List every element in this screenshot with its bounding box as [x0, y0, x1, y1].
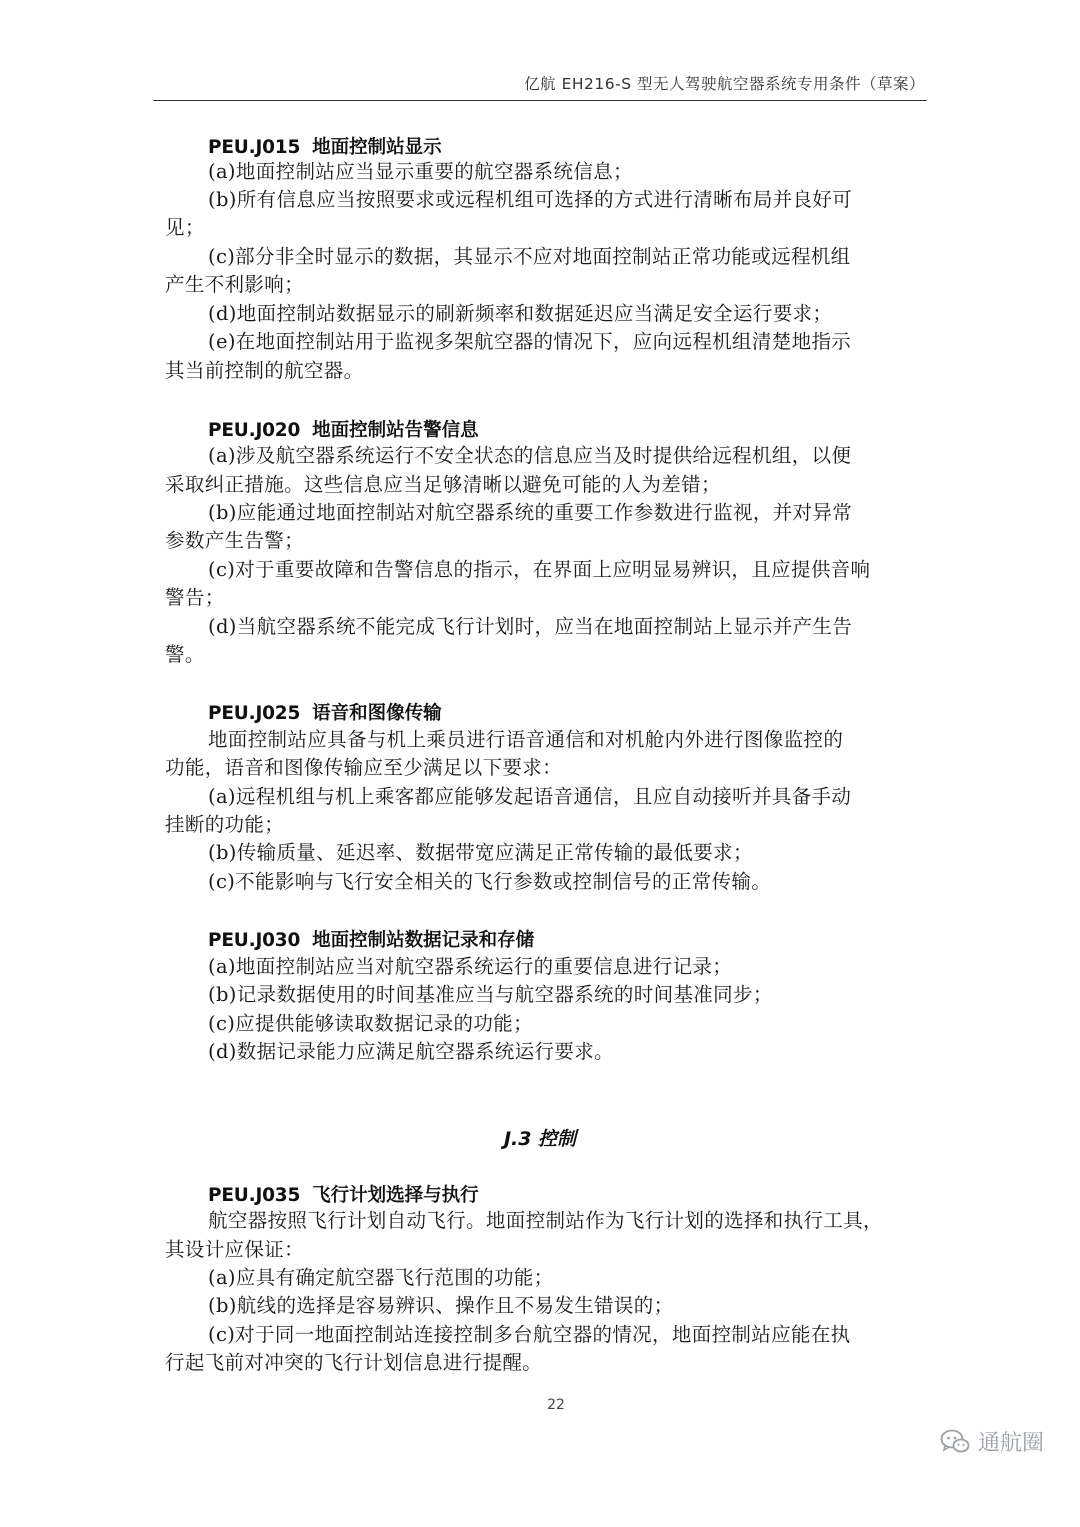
paragraph-line: (b)应能通过地面控制站对航空器系统的重要工作参数进行监视，并对异常 — [208, 501, 853, 524]
paragraph-line: 警告； — [165, 586, 225, 609]
paragraph-line: (c)对于重要故障和告警信息的指示，在界面上应明显易辨识，且应提供音响 — [208, 558, 871, 581]
paragraph-line: (d)当航空器系统不能完成飞行计划时，应当在地面控制站上显示并产生告 — [208, 615, 853, 638]
paragraph-line: 产生不利影响； — [165, 273, 304, 296]
paragraph-line: (a)远程机组与机上乘客都应能够发起语音通信，且应自动接听并具备手动 — [208, 785, 852, 808]
section-name: 地面控制站显示 — [312, 137, 442, 158]
paragraph-line: 参数产生告警； — [165, 529, 304, 552]
paragraph-line: (d)数据记录能力应满足航空器系统运行要求。 — [208, 1040, 614, 1063]
paragraph-line: (d)地面控制站数据显示的刷新频率和数据延迟应当满足安全运行要求； — [208, 302, 833, 325]
section-name: 地面控制站告警信息 — [312, 420, 479, 441]
section-code: PEU.J020 — [208, 420, 301, 441]
watermark-text: 通航圈 — [977, 1431, 1044, 1456]
paragraph-line: 行起飞前对冲突的飞行计划信息进行提醒。 — [165, 1351, 543, 1374]
section-code: PEU.J030 — [208, 930, 301, 951]
section-name: 飞行计划选择与执行 — [312, 1185, 479, 1206]
paragraph-line: 功能，语音和图像传输应至少满足以下要求： — [165, 756, 563, 779]
section-title-peu-j030 — [208, 926, 534, 952]
section-code: PEU.J025 — [208, 703, 301, 724]
section-title-peu-j035 — [208, 1181, 479, 1207]
page-number: 22 — [547, 1397, 565, 1413]
paragraph-line: 地面控制站应具备与机上乘员进行语音通信和对机舱内外进行图像监控的 — [208, 728, 844, 751]
paragraph-line: (e)在地面控制站用于监视多架航空器的情况下，应向远程机组清楚地指示 — [208, 330, 852, 353]
paragraph-line: (a)应具有确定航空器飞行范围的功能； — [208, 1266, 554, 1289]
paragraph-line: (b)记录数据使用的时间基准应当与航空器系统的时间基准同步； — [208, 983, 773, 1006]
paragraph-line: 航空器按照飞行计划自动飞行。地面控制站作为飞行计划的选择和执行工具， — [208, 1209, 883, 1232]
paragraph-line: (c)对于同一地面控制站连接控制多台航空器的情况，地面控制站应能在执 — [208, 1323, 851, 1346]
paragraph-line: (b)所有信息应当按照要求或远程机组可选择的方式进行清晰布局并良好可 — [208, 188, 853, 211]
section-title-peu-j025 — [208, 699, 442, 725]
section-code: PEU.J035 — [208, 1185, 301, 1206]
paragraph-line: (c)部分非全时显示的数据，其显示不应对地面控制站正常功能或远程机组 — [208, 245, 851, 268]
paragraph-line: 其当前控制的航空器。 — [165, 359, 364, 382]
paragraph-line: (c)应提供能够读取数据记录的功能； — [208, 1012, 533, 1035]
section-title-peu-j015 — [208, 133, 442, 159]
paragraph-line: 警。 — [165, 643, 205, 666]
wechat-icon — [940, 1429, 970, 1455]
paragraph-line: 挂断的功能； — [165, 813, 285, 836]
paragraph-line: 其设计应保证： — [165, 1238, 304, 1261]
watermark — [940, 1426, 1044, 1457]
paragraph-line: 见； — [165, 216, 205, 239]
chapter-heading: J.3 控制 — [503, 1128, 577, 1150]
header-rule — [153, 100, 927, 101]
paragraph-line: 采取纠正措施。这些信息应当足够清晰以避免可能的人为差错； — [165, 473, 721, 496]
paragraph-line: (a)涉及航空器系统运行不安全状态的信息应当及时提供给远程机组，以便 — [208, 444, 852, 467]
paragraph-line: (b)传输质量、延迟率、数据带宽应满足正常传输的最低要求； — [208, 841, 753, 864]
section-title-peu-j020 — [208, 416, 479, 442]
paragraph-line: (a)地面控制站应当显示重要的航空器系统信息； — [208, 160, 633, 183]
section-code: PEU.J015 — [208, 137, 301, 158]
section-name: 地面控制站数据记录和存储 — [312, 930, 535, 951]
paragraph-line: (b)航线的选择是容易辨识、操作且不易发生错误的； — [208, 1294, 674, 1317]
running-header: 亿航 EH216-S 型无人驾驶航空器系统专用条件（草案） — [524, 75, 925, 93]
paragraph-line: (c)不能影响与飞行安全相关的飞行参数或控制信号的正常传输。 — [208, 870, 772, 893]
paragraph-line: (a)地面控制站应当对航空器系统运行的重要信息进行记录； — [208, 955, 733, 978]
section-name: 语音和图像传输 — [312, 703, 442, 724]
